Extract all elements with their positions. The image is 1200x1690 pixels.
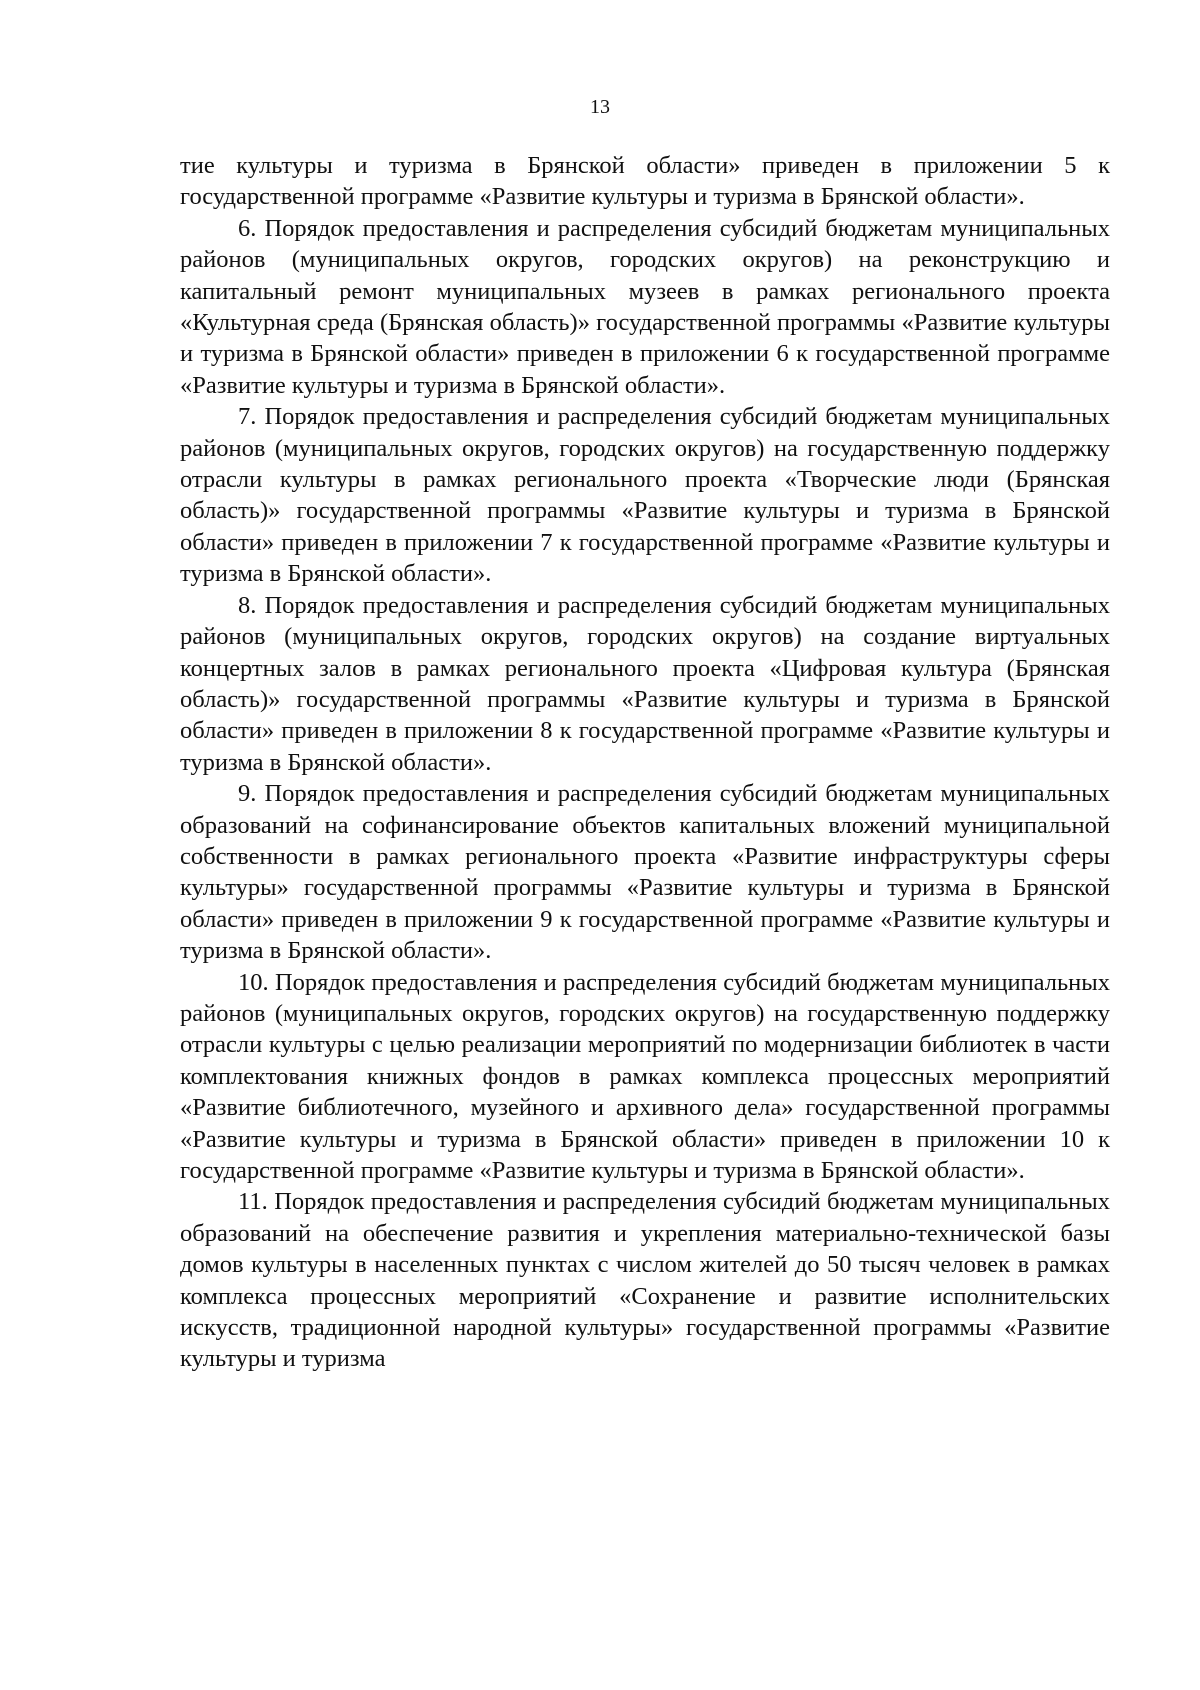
paragraph-item-8: 8. Порядок предоставления и распределения субсидий бюджетам муниципальных районов (муниципальных округов, городских округов) на создание виртуальных концертных залов в рамках регионального проекта «Цифровая культура (Брянская область)» государственной программы «Развитие культуры и туризма в Брянской области» приведен в приложении 8 к государственной программе «Развитие культуры и туризма в Брянской области».: [180, 591, 1110, 776]
paragraph-item-7: 7. Порядок предоставления и распределения субсидий бюджетам муниципальных районов (муниципальных округов, городских округов) на государственную поддержку отрасли культуры в рамках регионального проекта «Творческие люди (Брянская область)» государственной программы «Развитие культуры и туризма в Брянской области» приведен в приложении 7 к государственной программе «Развитие культуры и туризма в Брянской области».: [180, 403, 1110, 588]
paragraph-item-6: 6. Порядок предоставления и распределения субсидий бюджетам муниципальных районов (муниципальных округов, городских округов) на реконструкцию и капитальный ремонт муниципальных музеев в рамках регионального проекта «Культурная среда (Брянская область)» государственной программы «Развитие культуры и туризма в Брянской области» приведен в приложении 6 к государственной программе «Развитие культуры и туризма в Брянской области».: [180, 214, 1110, 399]
document-body: [180, 150, 1110, 1375]
paragraph-continuation: тие культуры и туризма в Брянской области» приведен в приложении 5 к государственной программе «Развитие культуры и туризма в Брянской области».: [180, 152, 1110, 211]
paragraph-item-11: 11. Порядок предоставления и распределения субсидий бюджетам муниципальных образований на обеспечение развития и укрепления материально-технической базы домов культуры в населенных пунктах с числом жителей до 50 тысяч человек в рамках комплекса процессных мероприятий «Сохранение и развитие исполнительских искусств, традиционной народной культуры» государственной программы «Развитие культуры и туризма: [180, 1188, 1110, 1373]
paragraph-item-9: 9. Порядок предоставления и распределения субсидий бюджетам муниципальных образований на софинансирование объектов капитальных вложений муниципальной собственности в рамках регионального проекта «Развитие инфраструктуры сферы культуры» государственной программы «Развитие культуры и туризма в Брянской области» приведен в приложении 9 к государственной программе «Развитие культуры и туризма в Брянской области».: [180, 780, 1110, 965]
page-number: 13: [590, 96, 610, 118]
paragraph-item-10: 10. Порядок предоставления и распределения субсидий бюджетам муниципальных районов (муниципальных округов, городских округов) на государственную поддержку отрасли культуры с целью реализации мероприятий по модернизации библиотек в части комплектования книжных фондов в рамках комплекса процессных мероприятий «Развитие библиотечного, музейного и архивного дела» государственной программы «Развитие культуры и туризма в Брянской области» приведен в приложении 10 к государственной программе «Развитие культуры и туризма в Брянской области».: [180, 968, 1110, 1184]
